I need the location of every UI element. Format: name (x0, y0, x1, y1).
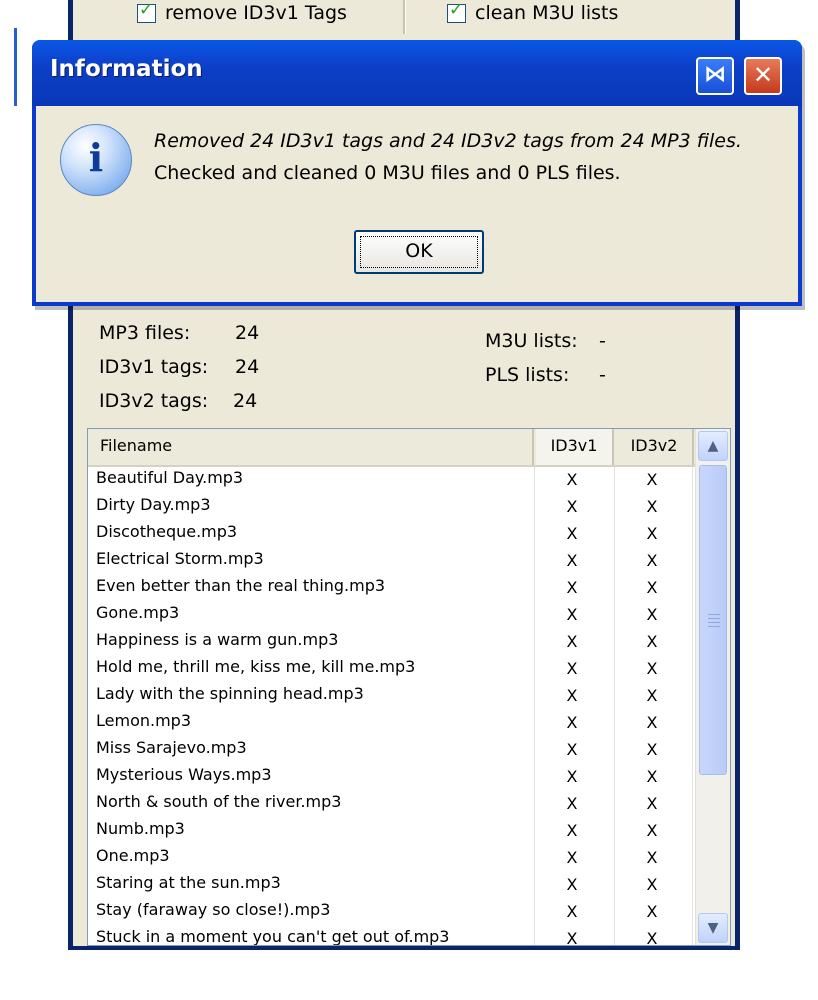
id3v1-cell: X (566, 524, 578, 543)
checkmark-icon: ✓ (449, 0, 464, 20)
filename-cell: Numb.mp3 (96, 819, 185, 838)
column-header-filename[interactable]: Filename (88, 429, 534, 465)
id3v1-stat (99, 356, 260, 378)
id3v1-cell: X (566, 686, 578, 705)
dialog-message-line2: Checked and cleaned 0 M3U files and 0 PLS files. (154, 162, 621, 184)
filename-cell: Lemon.mp3 (96, 711, 191, 730)
remove-id3v1-option[interactable] (137, 2, 347, 32)
background-window-edge (14, 28, 17, 106)
info-icon: i (60, 124, 132, 196)
id3v2-cell: X (646, 767, 658, 786)
close-button[interactable] (744, 57, 782, 95)
group-separator (403, 0, 406, 34)
table-row[interactable] (88, 845, 692, 872)
table-row[interactable] (88, 629, 692, 656)
remove-id3v1-checkbox[interactable] (137, 0, 156, 23)
grip-line (708, 618, 720, 619)
filename-cell: Hold me, thrill me, kiss me, kill me.mp3 (96, 657, 416, 676)
column-header-id3v1[interactable]: ID3v1 (536, 429, 614, 465)
id3v1-value: 24 (235, 356, 260, 378)
id3v1-label: ID3v1 tags: (99, 356, 209, 378)
dialog-titlebar[interactable] (32, 40, 802, 106)
id3v1-cell: X (566, 659, 578, 678)
id3v1-cell: X (566, 848, 578, 867)
list-rows (88, 467, 692, 946)
mp3-files-stat (99, 322, 260, 344)
pls-label: PLS lists: (485, 364, 570, 386)
table-row[interactable] (88, 575, 692, 602)
table-row[interactable] (88, 764, 692, 791)
filename-cell: North & south of the river.mp3 (96, 792, 342, 811)
file-list[interactable] (87, 428, 731, 946)
remove-id3v1-label: remove ID3v1 Tags (165, 2, 347, 24)
scrollbar-thumb[interactable] (699, 465, 727, 775)
column-header-id3v2[interactable]: ID3v2 (616, 429, 694, 465)
checkmark-icon: ✓ (139, 0, 154, 20)
id3v2-cell: X (646, 524, 658, 543)
vertical-scrollbar[interactable] (695, 429, 730, 945)
id3v1-cell: X (566, 929, 578, 946)
clean-m3u-option[interactable] (447, 2, 618, 32)
chevron-down-icon: ▼ (707, 920, 719, 936)
filename-cell: Beautiful Day.mp3 (96, 468, 244, 487)
list-header (88, 429, 708, 467)
id3v2-cell: X (646, 686, 658, 705)
dialog-title: Information (50, 56, 203, 82)
id3v2-cell: X (646, 470, 658, 489)
id3v2-cell: X (646, 578, 658, 597)
id3v2-stat (99, 390, 258, 412)
id3v2-cell: X (646, 821, 658, 840)
id3v1-cell: X (566, 497, 578, 516)
id3v1-cell: X (566, 902, 578, 921)
table-row[interactable] (88, 899, 692, 926)
m3u-label: M3U lists: (485, 330, 578, 352)
filename-cell: Even better than the real thing.mp3 (96, 576, 386, 595)
dialog-message-line1: Removed 24 ID3v1 tags and 24 ID3v2 tags from 24 MP3 files. (154, 130, 742, 152)
id3v2-label: ID3v2 tags: (99, 390, 209, 412)
filename-cell: Happiness is a warm gun.mp3 (96, 630, 339, 649)
filename-cell: One.mp3 (96, 846, 170, 865)
id3v2-cell: X (646, 551, 658, 570)
column-divider (692, 467, 693, 946)
id3v1-cell: X (566, 740, 578, 759)
id3v2-cell: X (646, 848, 658, 867)
id3v1-cell: X (566, 794, 578, 813)
table-row[interactable] (88, 683, 692, 710)
filename-cell: Miss Sarajevo.mp3 (96, 738, 247, 757)
table-row[interactable] (88, 548, 692, 575)
information-dialog (32, 40, 802, 306)
table-row[interactable] (88, 926, 692, 946)
table-row[interactable] (88, 656, 692, 683)
id3v2-value: 24 (233, 390, 258, 412)
id3v2-cell: X (646, 605, 658, 624)
pls-value: - (599, 364, 606, 386)
filename-cell: Staring at the sun.mp3 (96, 873, 281, 892)
id3v2-cell: X (646, 713, 658, 732)
filename-cell: Electrical Storm.mp3 (96, 549, 264, 568)
mp3-files-label: MP3 files: (99, 322, 191, 344)
close-icon: ✕ (752, 61, 774, 89)
clean-m3u-label: clean M3U lists (475, 2, 619, 24)
table-row[interactable] (88, 467, 692, 494)
id3v2-cell: X (646, 659, 658, 678)
m3u-stat (485, 330, 606, 352)
table-row[interactable] (88, 872, 692, 899)
table-row[interactable] (88, 710, 692, 737)
filename-cell: Dirty Day.mp3 (96, 495, 211, 514)
chevron-up-icon: ▲ (707, 438, 719, 454)
filename-cell: Stuck in a moment you can't get out of.mp3 (96, 927, 450, 946)
id3v2-cell: X (646, 875, 658, 894)
id3v1-cell: X (566, 470, 578, 489)
id3v2-cell: X (646, 794, 658, 813)
scroll-down-button[interactable] (698, 913, 728, 943)
filename-cell: Lady with the spinning head.mp3 (96, 684, 364, 703)
id3v2-cell: X (646, 740, 658, 759)
table-row[interactable] (88, 791, 692, 818)
clean-m3u-checkbox[interactable] (447, 0, 466, 23)
grip-line (708, 626, 720, 627)
filename-cell: Gone.mp3 (96, 603, 180, 622)
id3v1-cell: X (566, 551, 578, 570)
table-row[interactable] (88, 494, 692, 521)
id3v2-cell: X (646, 632, 658, 651)
table-row[interactable] (88, 521, 692, 548)
grip-line (708, 614, 720, 615)
table-row[interactable] (88, 818, 692, 845)
table-row[interactable] (88, 737, 692, 764)
id3v1-cell: X (566, 767, 578, 786)
filename-cell: Mysterious Ways.mp3 (96, 765, 272, 784)
table-row[interactable] (88, 602, 692, 629)
id3v2-cell: X (646, 497, 658, 516)
m3u-value: - (599, 330, 606, 352)
id3v1-cell: X (566, 713, 578, 732)
grip-line (708, 622, 720, 623)
pls-stat (485, 364, 606, 386)
id3v1-cell: X (566, 605, 578, 624)
stats-panel (73, 318, 735, 428)
filename-cell: Discotheque.mp3 (96, 522, 238, 541)
filename-cell: Stay (faraway so close!).mp3 (96, 900, 331, 919)
mp3-files-value: 24 (235, 322, 260, 344)
scroll-up-button[interactable] (698, 431, 728, 461)
id3v1-cell: X (566, 821, 578, 840)
ok-button[interactable]: OK (354, 230, 484, 274)
id3v1-cell: X (566, 875, 578, 894)
pin-button[interactable] (696, 57, 734, 95)
id3v2-cell: X (646, 902, 658, 921)
id3v1-cell: X (566, 632, 578, 651)
id3v1-cell: X (566, 578, 578, 597)
pin-icon: ⋈ (704, 62, 726, 87)
id3v2-cell: X (646, 929, 658, 946)
